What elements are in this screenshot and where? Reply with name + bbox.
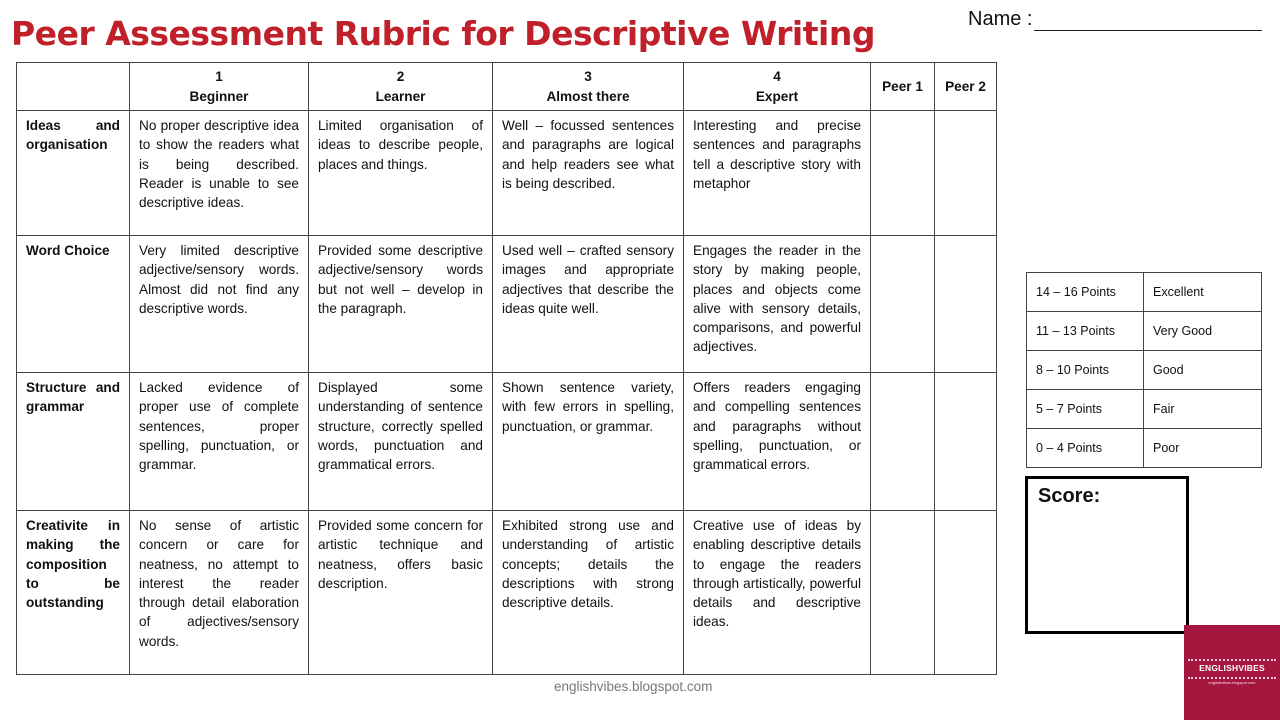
englishvibes-logo xyxy=(1184,625,1280,720)
descriptor-cell: Lacked evidence of proper use of complete sentences, proper spelling, punctuation, or grammar. xyxy=(130,373,309,511)
table-row xyxy=(17,373,997,511)
descriptor-cell: No proper descriptive idea to show the readers what is being described. Reader is unable to see descriptive ideas. xyxy=(130,111,309,236)
header-peer-2: Peer 2 xyxy=(935,63,997,111)
footer-url: englishvibes.blogspot.com xyxy=(554,679,713,694)
scale-row xyxy=(1027,312,1262,351)
rubric-table xyxy=(16,62,997,675)
header-peer-1: Peer 1 xyxy=(871,63,935,111)
peer2-score-cell[interactable] xyxy=(935,511,997,675)
scale-points: 5 – 7 Points xyxy=(1027,390,1144,429)
scale-points: 8 – 10 Points xyxy=(1027,351,1144,390)
descriptor-cell: Very limited descriptive adjective/sensory words. Almost did not find any descriptive words. xyxy=(130,236,309,373)
header-row xyxy=(17,63,997,111)
descriptor-cell: Creative use of ideas by enabling descriptive details to engage the readers through artistically, powerful details and descriptive ideas. xyxy=(684,511,871,675)
scale-row xyxy=(1027,429,1262,468)
scale-points: 14 – 16 Points xyxy=(1027,273,1144,312)
header-level-4: 4 Expert xyxy=(684,63,871,111)
scale-row xyxy=(1027,273,1262,312)
scale-points: 11 – 13 Points xyxy=(1027,312,1144,351)
descriptor-cell: Engages the reader in the story by making people, places and objects come alive with sensory details, comparisons, and powerful adjectives. xyxy=(684,236,871,373)
name-label: Name : xyxy=(968,8,1033,30)
header-level-3: 3 Almost there xyxy=(493,63,684,111)
table-row xyxy=(17,511,997,675)
scale-row xyxy=(1027,351,1262,390)
header-level-2: 2 Learner xyxy=(309,63,493,111)
scale-grade: Fair xyxy=(1144,390,1262,429)
name-line[interactable] xyxy=(1034,8,1262,31)
logo-brand-text: ENGLISHVIBES xyxy=(1199,663,1265,673)
header-corner xyxy=(17,63,130,111)
descriptor-cell: Displayed some understanding of sentence structure, correctly spelled words, punctuation and grammatical errors. xyxy=(309,373,493,511)
peer1-score-cell[interactable] xyxy=(871,511,935,675)
scale-grade: Very Good xyxy=(1144,312,1262,351)
score-label: Score: xyxy=(1038,485,1101,507)
descriptor-cell: Well – focussed sentences and paragraphs are logical and help readers see what is being described. xyxy=(493,111,684,236)
header-level-1: 1 Beginner xyxy=(130,63,309,111)
name-field[interactable] xyxy=(968,8,1262,31)
descriptor-cell: Used well – crafted sensory images and appropriate adjectives that describe the ideas quite well. xyxy=(493,236,684,373)
scale-grade: Poor xyxy=(1144,429,1262,468)
peer1-score-cell[interactable] xyxy=(871,373,935,511)
scale-row xyxy=(1027,390,1262,429)
logo-url-text: englishvibes.blogspot.com xyxy=(1208,680,1256,685)
criterion-cell: Ideas and organisation xyxy=(17,111,130,236)
score-box[interactable] xyxy=(1025,476,1189,634)
descriptor-cell: Interesting and precise sentences and paragraphs tell a descriptive story with metaphor xyxy=(684,111,871,236)
peer2-score-cell[interactable] xyxy=(935,111,997,236)
descriptor-cell: Shown sentence variety, with few errors in spelling, punctuation, or grammar. xyxy=(493,373,684,511)
logo-dots-top xyxy=(1188,659,1276,661)
descriptor-cell: Offers readers engaging and compelling sentences and paragraphs without spelling, punctuation, or grammatical errors. xyxy=(684,373,871,511)
peer1-score-cell[interactable] xyxy=(871,111,935,236)
descriptor-cell: Limited organisation of ideas to describe people, places and things. xyxy=(309,111,493,236)
descriptor-cell: Provided some descriptive adjective/sensory words but not well – develop in the paragraph. xyxy=(309,236,493,373)
page-title: Peer Assessment Rubric for Descriptive Writing xyxy=(11,14,875,53)
grading-scale-table xyxy=(1026,272,1262,468)
descriptor-cell: Provided some concern for artistic technique and neatness, offers basic description. xyxy=(309,511,493,675)
peer2-score-cell[interactable] xyxy=(935,236,997,373)
logo-dots-bottom xyxy=(1188,677,1276,679)
scale-grade: Good xyxy=(1144,351,1262,390)
criterion-cell: Word Choice xyxy=(17,236,130,373)
scale-points: 0 – 4 Points xyxy=(1027,429,1144,468)
table-row xyxy=(17,111,997,236)
criterion-cell: Structure and grammar xyxy=(17,373,130,511)
table-row xyxy=(17,236,997,373)
peer2-score-cell[interactable] xyxy=(935,373,997,511)
peer1-score-cell[interactable] xyxy=(871,236,935,373)
descriptor-cell: Exhibited strong use and understanding of artistic concepts; details the descriptions with strong descriptive details. xyxy=(493,511,684,675)
descriptor-cell: No sense of artistic concern or care for neatness, no attempt to interest the reader through detail elaboration of adjectives/sensory words. xyxy=(130,511,309,675)
scale-grade: Excellent xyxy=(1144,273,1262,312)
criterion-cell: Creativite in making the composition to be outstanding xyxy=(17,511,130,675)
